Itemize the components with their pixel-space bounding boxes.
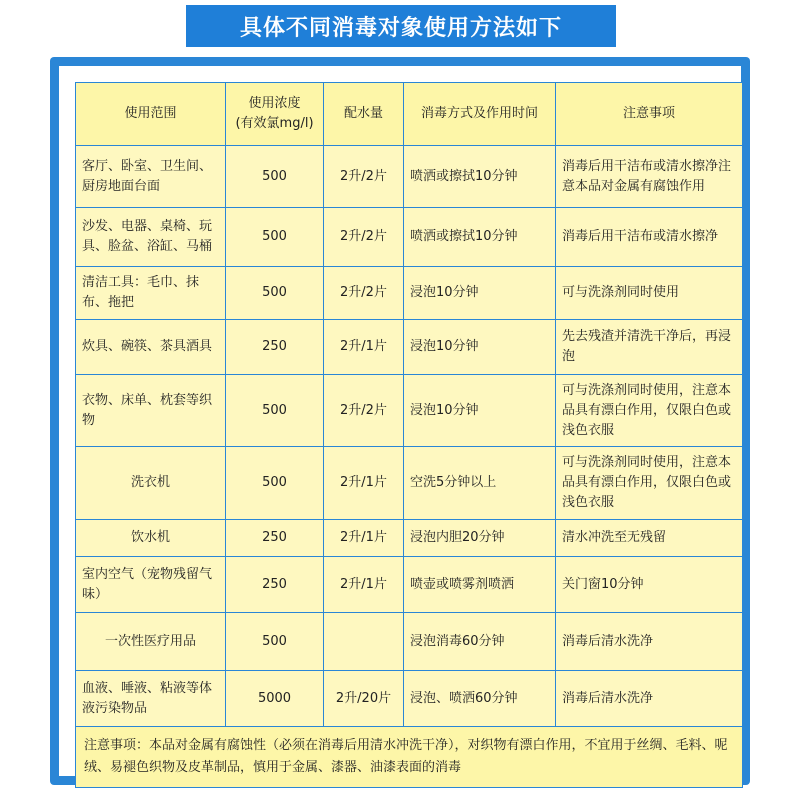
header-method: 消毒方式及作用时间 — [404, 83, 556, 146]
cell-water: 2升/2片 — [324, 146, 404, 208]
cell-note: 可与洗涤剂同时使用，注意本品具有漂白作用，仅限白色或浅色衣服 — [556, 375, 743, 447]
cell-concentration: 500 — [226, 208, 324, 267]
cell-water: 2升/20片 — [324, 671, 404, 727]
table-row — [76, 375, 743, 447]
table-row — [76, 557, 743, 613]
cell-scope: 洗衣机 — [76, 447, 226, 520]
table-frame — [50, 57, 750, 785]
cell-note: 消毒后清水洗净 — [556, 671, 743, 727]
cell-concentration: 500 — [226, 375, 324, 447]
cell-water: 2升/1片 — [324, 557, 404, 613]
footer-note-text: 注意事项：本品对金属有腐蚀性（必须在消毒后用清水冲洗干净），对织物有漂白作用，不宜用于丝绸、毛料、呢绒、易褪色织物及皮革制品，慎用于金属、漆器、油漆表面的消毒 — [84, 738, 728, 775]
table-row — [76, 671, 743, 727]
cell-method: 浸泡内胆20分钟 — [404, 520, 556, 557]
cell-method: 浸泡10分钟 — [404, 267, 556, 320]
table-row — [76, 447, 743, 520]
cell-method: 喷洒或擦拭10分钟 — [404, 146, 556, 208]
cell-scope: 血液、唾液、粘液等体液污染物品 — [76, 671, 226, 727]
cell-concentration: 500 — [226, 146, 324, 208]
cell-concentration: 250 — [226, 520, 324, 557]
cell-water: 2升/2片 — [324, 267, 404, 320]
header-concentration — [226, 83, 324, 146]
cell-note: 消毒后用干洁布或清水擦净 — [556, 208, 743, 267]
cell-note: 消毒后用干洁布或清水擦净注意本品对金属有腐蚀作用 — [556, 146, 743, 208]
cell-note: 消毒后清水洗净 — [556, 613, 743, 671]
footer-note-row — [76, 727, 743, 788]
footer-note — [76, 727, 743, 788]
cell-water: 2升/1片 — [324, 320, 404, 375]
header-concentration-text: 使用浓度 (有效氯mg/l) — [235, 96, 314, 131]
cell-water: 2升/2片 — [324, 375, 404, 447]
cell-water: 2升/2片 — [324, 208, 404, 267]
cell-method: 浸泡消毒60分钟 — [404, 613, 556, 671]
table-row — [76, 520, 743, 557]
table-row — [76, 146, 743, 208]
cell-concentration: 500 — [226, 447, 324, 520]
cell-note: 关门窗10分钟 — [556, 557, 743, 613]
cell-method: 喷洒或擦拭10分钟 — [404, 208, 556, 267]
page-title: 具体不同消毒对象使用方法如下 — [186, 5, 616, 47]
cell-scope: 清洁工具：毛巾、抹布、拖把 — [76, 267, 226, 320]
cell-water: 2升/1片 — [324, 447, 404, 520]
table-row — [76, 320, 743, 375]
table-frame-inner — [59, 66, 741, 776]
table-header-row — [76, 83, 743, 146]
cell-scope: 衣物、床单、枕套等织物 — [76, 375, 226, 447]
header-water: 配水量 — [324, 83, 404, 146]
cell-method: 浸泡10分钟 — [404, 320, 556, 375]
cell-note: 可与洗涤剂同时使用，注意本品具有漂白作用，仅限白色或浅色衣服 — [556, 447, 743, 520]
cell-scope: 饮水机 — [76, 520, 226, 557]
cell-method: 浸泡10分钟 — [404, 375, 556, 447]
cell-concentration: 500 — [226, 613, 324, 671]
cell-concentration: 250 — [226, 320, 324, 375]
cell-scope: 一次性医疗用品 — [76, 613, 226, 671]
cell-note: 先去残渣并清洗干净后，再浸泡 — [556, 320, 743, 375]
cell-concentration: 250 — [226, 557, 324, 613]
cell-method: 空洗5分钟以上 — [404, 447, 556, 520]
cell-method: 浸泡、喷洒60分钟 — [404, 671, 556, 727]
cell-concentration: 500 — [226, 267, 324, 320]
table-row — [76, 267, 743, 320]
table-row — [76, 613, 743, 671]
cell-method: 喷壶或喷雾剂喷洒 — [404, 557, 556, 613]
cell-scope: 沙发、电器、桌椅、玩具、脸盆、浴缸、马桶 — [76, 208, 226, 267]
cell-water: 2升/1片 — [324, 520, 404, 557]
cell-concentration: 5000 — [226, 671, 324, 727]
disinfection-table — [75, 82, 743, 788]
cell-scope: 室内空气（宠物残留气味） — [76, 557, 226, 613]
cell-water — [324, 613, 404, 671]
cell-note: 可与洗涤剂同时使用 — [556, 267, 743, 320]
cell-scope: 炊具、碗筷、茶具酒具 — [76, 320, 226, 375]
table-row — [76, 208, 743, 267]
cell-scope: 客厅、卧室、卫生间、厨房地面台面 — [76, 146, 226, 208]
header-scope: 使用范围 — [76, 83, 226, 146]
header-note: 注意事项 — [556, 83, 743, 146]
cell-note: 清水冲洗至无残留 — [556, 520, 743, 557]
